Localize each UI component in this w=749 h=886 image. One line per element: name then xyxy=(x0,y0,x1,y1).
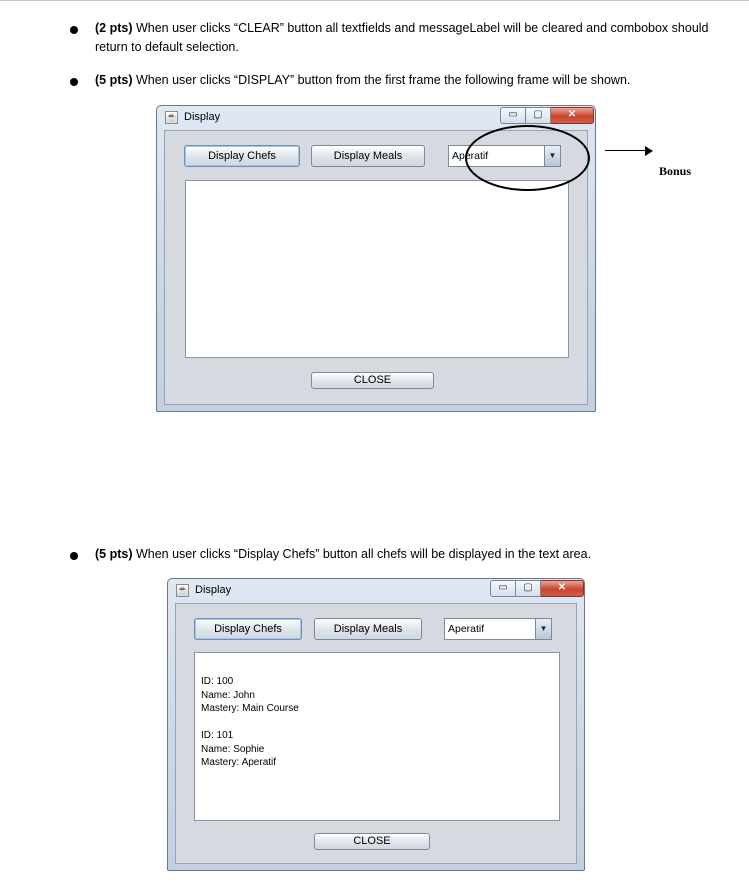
bullet xyxy=(70,78,78,86)
paragraph-text: When user clicks “DISPLAY” button from the first frame the following frame will be shown. xyxy=(132,73,631,87)
close-button[interactable]: CLOSE xyxy=(311,372,434,389)
textarea-line: Name: Sophie xyxy=(201,743,265,755)
textarea-line: Mastery: Aperatif xyxy=(201,757,277,768)
points-label: (2 pts) xyxy=(95,21,133,35)
category-combobox[interactable] xyxy=(444,618,552,640)
display-chefs-button[interactable]: Display Chefs xyxy=(184,145,300,167)
arrow-head xyxy=(645,146,653,156)
triangle-down-icon[interactable]: ▼ xyxy=(535,619,551,639)
textarea-line: ID: 100 xyxy=(201,676,234,687)
highlight-circle xyxy=(465,125,590,191)
bullet xyxy=(70,552,78,560)
window-content xyxy=(175,603,577,864)
display-window-2 xyxy=(167,578,585,871)
window-titlebar xyxy=(168,579,584,603)
java-cup-icon: ☕ xyxy=(177,585,189,595)
textarea-line: Mastery: Main Course xyxy=(201,703,299,714)
combobox-value: Aperatif xyxy=(452,150,489,162)
triangle-down-icon[interactable]: ▼ xyxy=(544,146,560,166)
page-top-rule xyxy=(0,0,749,1)
points-label: (5 pts) xyxy=(95,73,133,87)
points-label: (5 pts) xyxy=(95,547,133,561)
minimize-button[interactable]: ▭ xyxy=(490,580,516,597)
textarea-line: Name: John xyxy=(201,689,255,701)
output-textarea[interactable] xyxy=(194,652,560,821)
window-controls xyxy=(500,107,594,124)
paragraph-clear xyxy=(95,19,735,57)
maximize-button[interactable]: ▢ xyxy=(526,107,551,124)
textarea-line xyxy=(201,716,559,730)
combobox-value: Aperatif xyxy=(448,623,485,635)
paragraph-text: When user clicks “Display Chefs” button all chefs will be displayed in the text area. xyxy=(132,547,592,561)
output-textarea[interactable] xyxy=(185,180,569,358)
paragraph-display xyxy=(95,71,735,90)
close-button[interactable]: CLOSE xyxy=(314,833,430,850)
window-title: Display xyxy=(195,584,232,596)
textarea-line: ID: 101 xyxy=(201,730,234,741)
bonus-label: Bonus xyxy=(659,164,692,178)
paragraph-text: When user clicks “CLEAR” button all textfields and messageLabel will be cleared and combobox should xyxy=(132,21,709,35)
close-window-button[interactable]: ✕ xyxy=(551,107,594,124)
paragraph-display-chefs xyxy=(95,545,735,564)
window-title: Display xyxy=(184,111,221,123)
minimize-button[interactable]: ▭ xyxy=(500,107,526,124)
paragraph-text-continued: return to default selection. xyxy=(95,40,239,54)
display-meals-button[interactable]: Display Meals xyxy=(314,618,422,640)
maximize-button[interactable]: ▢ xyxy=(516,580,541,597)
display-meals-button[interactable]: Display Meals xyxy=(311,145,425,167)
bullet xyxy=(70,26,78,34)
java-cup-icon: ☕ xyxy=(166,112,178,122)
arrow xyxy=(605,150,647,151)
close-window-button[interactable]: ✕ xyxy=(541,580,584,597)
display-chefs-button[interactable]: Display Chefs xyxy=(194,618,302,640)
window-controls xyxy=(490,580,584,597)
